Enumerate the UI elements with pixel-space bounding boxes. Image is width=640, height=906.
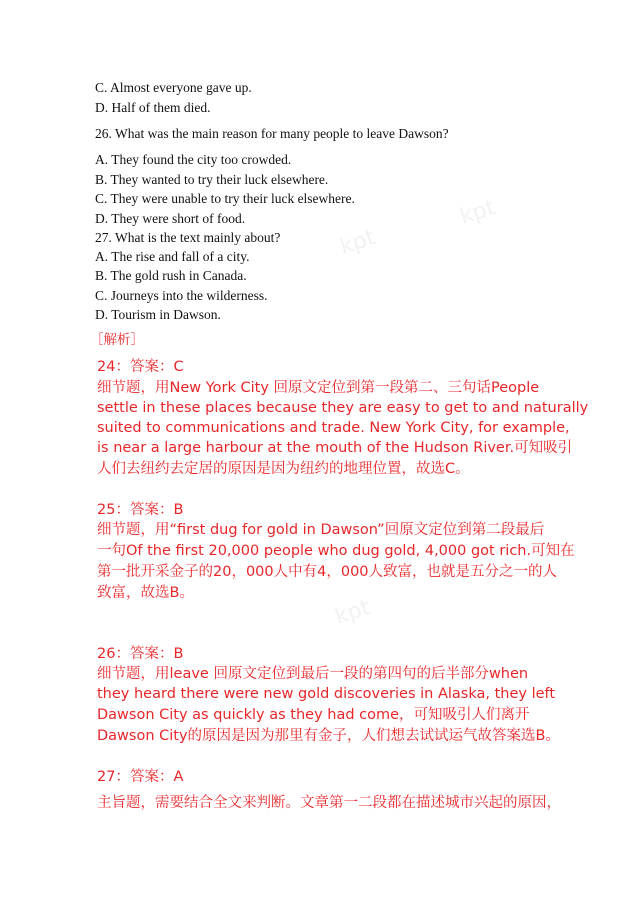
- analysis-label: ［解析］: [90, 332, 144, 348]
- answer-25-line: 第一批开采金子的20，000人中有4，000人致富，也就是五分之一的人: [97, 564, 558, 580]
- q27-option-b: B. The gold rush in Canada.: [95, 268, 247, 283]
- answer-26-line: Dawson City as quickly as they had come，可知吸引人们离开: [97, 707, 530, 723]
- watermark: kpt: [332, 595, 374, 630]
- answer-24-line: suited to communications and trade. New York City, for example,: [97, 420, 570, 436]
- answer-25-heading: 25：答案：B: [97, 502, 184, 518]
- answer-24-line: settle in these places because they are easy to get to and naturally: [97, 400, 589, 416]
- answer-26-line: 细节题，用leave 回原文定位到最后一段的第四句的后半部分when: [97, 666, 529, 682]
- answer-27-line: 主旨题，需要结合全文来判断。文章第一二段都在描述城市兴起的原因，: [97, 795, 561, 811]
- answer-24-line: is near a large harbour at the mouth of the Hudson River.可知吸引: [97, 440, 573, 456]
- watermark: kpt: [337, 225, 379, 260]
- answer-24-line: 人们去纽约去定居的原因是因为纽约的地理位置，故选C。: [97, 461, 470, 477]
- answer-26-line: Dawson City的原因是因为那里有金子，人们想去试试运气故答案选B。: [97, 728, 560, 744]
- answer-25-line: 致富，故选B。: [97, 585, 194, 601]
- answer-24-line: 细节题，用New York City 回原文定位到第一段第二、三句话People: [97, 380, 540, 396]
- answer-27-heading: 27：答案：A: [97, 769, 184, 785]
- q27-stem: 27. What is the text mainly about?: [95, 230, 281, 245]
- q27-option-c: C. Journeys into the wilderness.: [95, 288, 268, 303]
- q27-option-a: A. The rise and fall of a city.: [95, 249, 250, 264]
- q26-option-a: A. They found the city too crowded.: [95, 152, 292, 167]
- q26-stem: 26. What was the main reason for many people to leave Dawson?: [95, 126, 449, 141]
- answer-26-line: they heard there were new gold discoveries in Alaska, they left: [97, 686, 556, 702]
- q27-option-d: D. Tourism in Dawson.: [95, 307, 221, 322]
- q25-option-c: C. Almost everyone gave up.: [95, 80, 252, 95]
- q26-option-d: D. They were short of food.: [95, 211, 246, 226]
- q26-option-b: B. They wanted to try their luck elsewhere.: [95, 172, 329, 187]
- q25-option-d: D. Half of them died.: [95, 100, 211, 115]
- answer-26-heading: 26：答案：B: [97, 646, 184, 662]
- answer-25-line: 一句Of the first 20,000 people who dug gold, 4,000 got rich.可知在: [97, 543, 575, 559]
- watermark: kpt: [457, 195, 499, 230]
- answer-25-line: 细节题，用“first dug for gold in Dawson”回原文定位到第二段最后: [97, 522, 545, 538]
- q26-option-c: C. They were unable to try their luck elsewhere.: [95, 191, 355, 206]
- answer-24-heading: 24：答案：C: [97, 359, 184, 375]
